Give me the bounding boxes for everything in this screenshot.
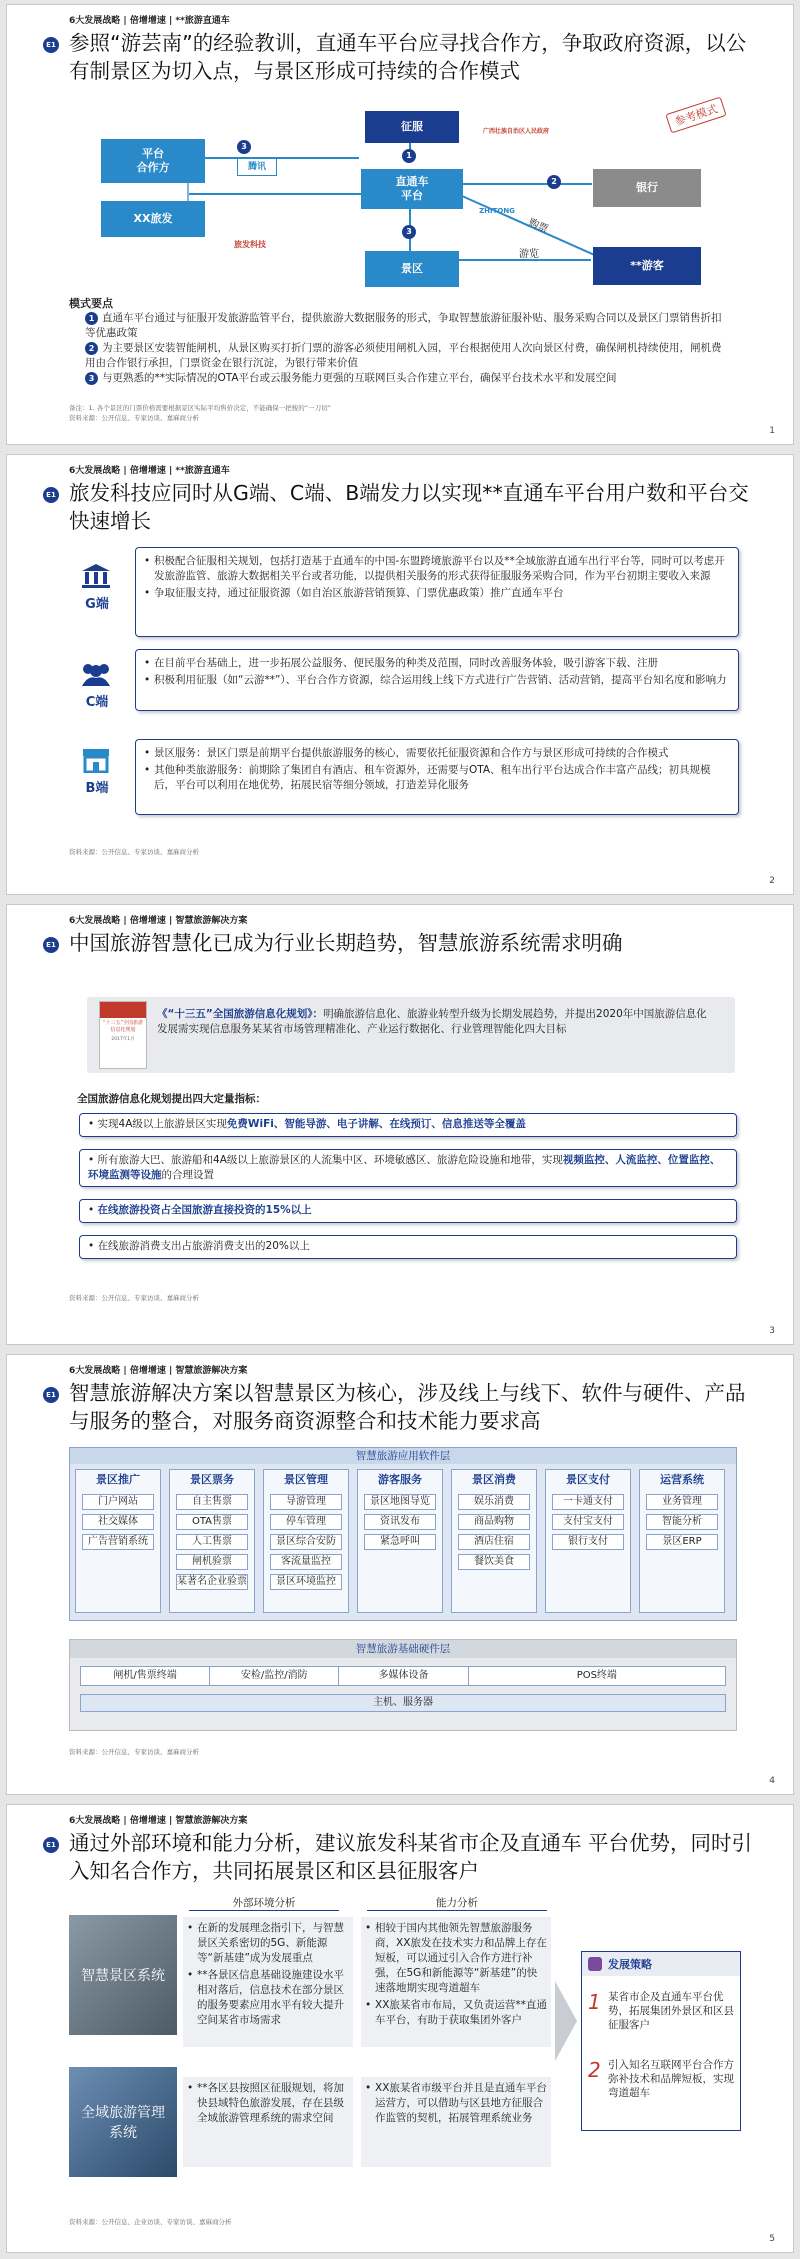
page-number: 4: [769, 1776, 775, 1786]
tencent-logo: 腾讯: [237, 158, 277, 176]
c-end-label: C端: [85, 695, 109, 710]
software-module: 娱乐消费: [458, 1494, 530, 1510]
software-module: 一卡通支付: [552, 1494, 624, 1510]
page-number: 2: [769, 876, 775, 886]
software-module: 景区地图导览: [364, 1494, 436, 1510]
mode-point-2: 2 为主要景区安装智能闸机，从景区购买打折门票的游客必须使用闸机入园，平台根据使用人次向景区付费，确保闸机持续使用，闸机费用由合作银行承担，门票资金在银行沉淀，为银行带来价值: [85, 342, 722, 369]
software-module: 酒店住宿: [458, 1534, 530, 1550]
g-point-2: • 争取征服支持，通过征服资源（如自治区旅游营销预算、门票优惠政策）推广直通车平台: [144, 586, 730, 601]
slide-1: [6, 4, 794, 445]
section-badge: E1: [43, 1387, 59, 1403]
hardware-layer: [69, 1639, 737, 1731]
slide-header: 6大发展战略 | 倍增增速 | 智慧旅游解决方案: [69, 1366, 248, 1376]
software-column: [357, 1469, 443, 1613]
strategy-item-1: 1 某省市企及直通车平台优势，拓展集团外景区和区县征服客户: [588, 1990, 734, 2031]
edge-label-tour: 游览: [519, 249, 539, 260]
link-xx-zhitong: [189, 193, 361, 195]
indicator-2: • 所有旅游大巴、旅游船和4A级以上旅游景区的人流集中区、环境敏感区、旅游危险设施和地带，实现视频监控、人流监控、位置监控、环境监测等设施的合理设置: [79, 1149, 737, 1187]
global-tourism-image-label: 全域旅游管理系统: [81, 2105, 165, 2141]
strategy-header: [582, 1952, 740, 1976]
step-3-marker-b: 3: [402, 225, 416, 239]
external-heading: 外部环境分析: [189, 1895, 339, 1911]
software-module: 闸机验票: [176, 1554, 248, 1570]
g-point-1: • 积极配合征服相关规划，包括打造基于直通车的中国-东盟跨境旅游平台以及**全域旅游直通车出行平台等，同时可以考虑开发旅游监管、旅游大数据相关平台或者功能，以提供相关服务的形式获得征服服务采购合同，作为平台初期主要收入来源: [144, 554, 730, 584]
software-module: 紧急呼叫: [364, 1534, 436, 1550]
software-module: OTA售票: [176, 1514, 248, 1530]
indicator-heading: 全国旅游信息化规划提出四大定量指标：: [77, 1093, 266, 1105]
c-end-box: [135, 649, 739, 711]
step-2-marker: 2: [547, 175, 561, 189]
software-column-title: 景区支付: [566, 1473, 610, 1486]
hw-gate: 闸机/售票终端: [81, 1667, 210, 1685]
global-tourism-image: [69, 2067, 177, 2177]
software-module: 景区综合安防: [270, 1534, 342, 1550]
software-module: 景区ERP: [646, 1534, 718, 1550]
slide-2: [6, 454, 794, 895]
mode-point-3: 3 与更熟悉的**实际情况的OTA平台或云服务能力更强的互联网巨头合作建立平台，确保平台技术水平和发展空间: [85, 371, 725, 386]
software-module: 支付宝支付: [552, 1514, 624, 1530]
reference-stamp: 参考模式: [665, 97, 726, 134]
section-badge: E1: [43, 37, 59, 53]
source: 资料来源：公开信息、专家访谈、嘉麻商分析: [69, 848, 199, 856]
arrow-to-strategy: [555, 1981, 577, 2061]
slide-title: 通过外部环境和能力分析，建议旅发科某省市企及直通车 平台优势，同时引入知名合作方，共同拓展景区和区县征服客户: [69, 1831, 753, 1883]
smart-scenic-image-label: 智慧景区系统: [81, 1968, 165, 1984]
indicator-4: • 在线旅游消费支出占旅游消费支出的20%以上: [79, 1235, 737, 1259]
slide-title: 旅发科技应同时从G端、C端、B端发力以实现**直通车平台用户数和平台交快速增长: [69, 481, 749, 533]
source: 资料来源：公开信息、专家访谈、嘉麻商分析: [69, 1748, 199, 1756]
bank-box: 银行: [593, 169, 701, 207]
step-1-marker: 1: [402, 149, 416, 163]
cap-point-2: • XX旅某省市布局，又负责运营**直通车平台，有助于获取集团外客户: [365, 1998, 547, 2028]
software-column-title: 运营系统: [660, 1473, 704, 1486]
mode-point-1: 1 直通车平台通过与征服开发旅游监管平台，提供旅游大数据服务的形式，争取智慧旅游征服补贴、服务采购合同以及景区门票销售折扣等优惠政策: [85, 312, 722, 339]
capability-box-1: [361, 1917, 551, 2047]
b-point-2: • 其他种类旅游服务：前期除了集团自有酒店、租车资源外，还需要与OTA、租车出行平台达成合作丰富产品线；初具规模后，平台可以利用在地优势，拓展民宿等细分领域，打造差异化服务: [144, 763, 730, 793]
smart-scenic-image: [69, 1915, 177, 2035]
software-module: 资讯发布: [364, 1514, 436, 1530]
intro-text: 《“十三五”全国旅游信息化规划》：明确旅游信息化、旅游业转型升级为长期发展趋势，并提出2020年中国旅游信息化发展需实现信息服务某某省市场管理精准化、产业运行数据化、行业管理智能化四大目标: [157, 1008, 707, 1035]
software-column-title: 景区票务: [190, 1473, 234, 1486]
hw-media: 多媒体设备: [339, 1667, 468, 1685]
software-module: 银行支付: [552, 1534, 624, 1550]
slide-5: [6, 1804, 794, 2253]
software-module: 商品购物: [458, 1514, 530, 1530]
software-column: [545, 1469, 631, 1613]
slide-4: [6, 1354, 794, 1795]
xx-travel-box: XX旅发: [101, 201, 205, 237]
zhitong-platform-box: 直通车 平台: [361, 169, 463, 209]
software-module: 自主售票: [176, 1494, 248, 1510]
cap-point-1: • 相较于国内其他领先智慧旅游服务商，XX旅发在技术实力和品牌上存在短板，可以通过引入合作方进行补强，在5G和新能源等“新基建”的快速落地期实现弯道超车: [365, 1921, 547, 1996]
g-end-label: G端: [85, 597, 109, 612]
g-end-box: [135, 547, 739, 637]
software-module: 停车管理: [270, 1514, 342, 1530]
external-box-2: [183, 2077, 353, 2167]
strategy-item-2: 2 引入知名互联网平台合作方弥补技术和品牌短板，实现弯道超车: [588, 2058, 734, 2099]
b-point-1: • 景区服务：景区门票是前期平台提供旅游服务的核心，需要依托征服资源和合作方与景区形成可持续的合作模式: [144, 746, 730, 761]
c-point-1: • 在目前平台基础上，进一步拓展公益服务、便民服务的种类及范围，同时改善服务体验，吸引游客下载、注册: [144, 656, 730, 671]
strategy-panel: [581, 1951, 741, 2131]
external-box-1: [183, 1917, 353, 2047]
hardware-layer-title: 智慧旅游基础硬件层: [70, 1640, 736, 1658]
software-column: [451, 1469, 537, 1613]
section-badge: E1: [43, 487, 59, 503]
software-module: 业务管理: [646, 1494, 718, 1510]
mode-title: 模式要点: [69, 297, 113, 310]
ext-point-2: • **各景区信息基础设施建设水平相对落后，信息技术在部分景区的服务要素应用水平有较大提升空间某省市场需求: [187, 1968, 349, 2028]
software-column: [169, 1469, 255, 1613]
software-column: [639, 1469, 725, 1613]
hw-security: 安检/监控/消防: [210, 1667, 339, 1685]
note: 备注：1. 各个景区的门票价格需要根据景区实际平均售价决定，不能确保一把梭的“一刀切”: [69, 404, 332, 412]
step-3-marker: 3: [237, 140, 251, 154]
b-end-label: B端: [85, 781, 109, 796]
software-column-title: 景区推广: [96, 1473, 140, 1486]
software-column: [263, 1469, 349, 1613]
edge-label-purchase: 购票: [526, 217, 550, 236]
g-end-icon: [81, 563, 111, 589]
platform-partner-box: 平台 合作方: [101, 139, 205, 183]
book-date: 2017年1月: [111, 1037, 135, 1042]
c-end-icon: [79, 661, 113, 687]
b-end-icon: [81, 747, 111, 773]
tourist-box: **游客: [593, 247, 701, 285]
slide-header: 6大发展战略 | 倍增增速 | 智慧旅游解决方案: [69, 916, 248, 926]
software-module: 智能分析: [646, 1514, 718, 1530]
software-column: [75, 1469, 161, 1613]
software-module: 景区环境监控: [270, 1574, 342, 1590]
slide-header: 6大发展战略 | 倍增增速 | 智慧旅游解决方案: [69, 1816, 248, 1826]
link-platform: [203, 157, 359, 159]
ext-point-3: • **各区县按照区征服规划，将加快县域特色旅游发展，存在县级全域旅游管理系统的需求空间: [187, 2081, 349, 2126]
b-end-box: [135, 739, 739, 815]
capability-box-2: [361, 2077, 551, 2167]
capability-heading: 能力分析: [367, 1895, 547, 1911]
slide-header: 6大发展战略 | 倍增增速 | **旅游直通车: [69, 16, 230, 26]
source: 资料来源：公开信息、企业访谈、专家访谈、嘉麻商分析: [69, 2218, 232, 2226]
section-badge: E1: [43, 1837, 59, 1853]
strategy-title: 发展策略: [608, 1958, 652, 1971]
software-module: 广告营销系统: [82, 1534, 154, 1550]
software-module: 人工售票: [176, 1534, 248, 1550]
source: 资料来源：公开信息、专家访谈、嘉麻商分析: [69, 414, 199, 422]
source: 资料来源：公开信息、专家访谈、嘉麻商分析: [69, 1294, 199, 1302]
software-column-title: 景区管理: [284, 1473, 328, 1486]
slide-title: 中国旅游智慧化已成为行业长期趋势，智慧旅游系统需求明确: [69, 931, 623, 955]
server-row: 主机、服务器: [80, 1694, 726, 1712]
software-module: 门户网站: [82, 1494, 154, 1510]
gov-box: 征服: [365, 111, 459, 143]
gov-logo: 广西壮族自治区人民政府: [482, 128, 549, 135]
software-column-title: 游客服务: [378, 1473, 422, 1486]
software-module: 社交媒体: [82, 1514, 154, 1530]
software-column-title: 景区消费: [472, 1473, 516, 1486]
scenic-box: 景区: [365, 251, 459, 287]
slide-title: 参照“游芸南”的经验教训，直通车平台应寻找合作方，争取政府资源，以公有制景区为切入点，与景区形成可持续的合作模式: [69, 31, 747, 83]
slide-title: 智慧旅游解决方案以智慧景区为核心，涉及线上与线下、软件与硬件、产品与服务的整合，对服务商资源整合和技术能力要求高: [69, 1381, 746, 1433]
cap-point-3: • XX旅某省市级平台并且是直通车平台运营方，可以借助与区县地方征服合作监管的契机，拓展管理系统业务: [365, 2081, 547, 2126]
mode-points: [85, 311, 725, 386]
c-point-2: • 积极利用征服（如“云游**”）、平台合作方资源，综合运用线上线下方式进行广告营销、活动营销，提高平台知名度和影响力: [144, 673, 730, 688]
software-module: 某著名企业验票: [176, 1574, 248, 1590]
slide-header: 6大发展战略 | 倍增增速 | **旅游直通车: [69, 466, 230, 476]
travel-tech-logo: 旅发科技: [234, 240, 266, 249]
page-number: 1: [769, 426, 775, 436]
software-module: 导游管理: [270, 1494, 342, 1510]
software-module: 餐饮美食: [458, 1554, 530, 1570]
plan-book-cover: [99, 1001, 147, 1069]
slide-3: [6, 904, 794, 1345]
indicator-1: • 实现4A级以上旅游景区实现免费WiFi、智能导游、电子讲解、在线预订、信息推送等全覆盖: [79, 1113, 737, 1137]
indicator-3: • 在线旅游投资占全国旅游直接投资的15%以上: [79, 1199, 737, 1223]
book-title: “十三五”全国旅游信息化规划: [102, 1020, 144, 1033]
software-layer-title: 智慧旅游应用软件层: [70, 1448, 736, 1464]
software-module: 客流量监控: [270, 1554, 342, 1570]
hw-pos: POS终端: [576, 1670, 617, 1681]
hardware-row: [80, 1666, 726, 1686]
strategy-icon: [588, 1957, 602, 1971]
zhitong-logo: ZHITONG: [479, 207, 515, 215]
page-number: 3: [769, 1326, 775, 1336]
section-badge: E1: [43, 937, 59, 953]
link-bank: [462, 183, 592, 185]
page-number: 5: [769, 2234, 775, 2244]
ext-point-1: • 在新的发展理念指引下，与智慧景区关系密切的5G、新能源等“新基建”成为发展重点: [187, 1921, 349, 1966]
